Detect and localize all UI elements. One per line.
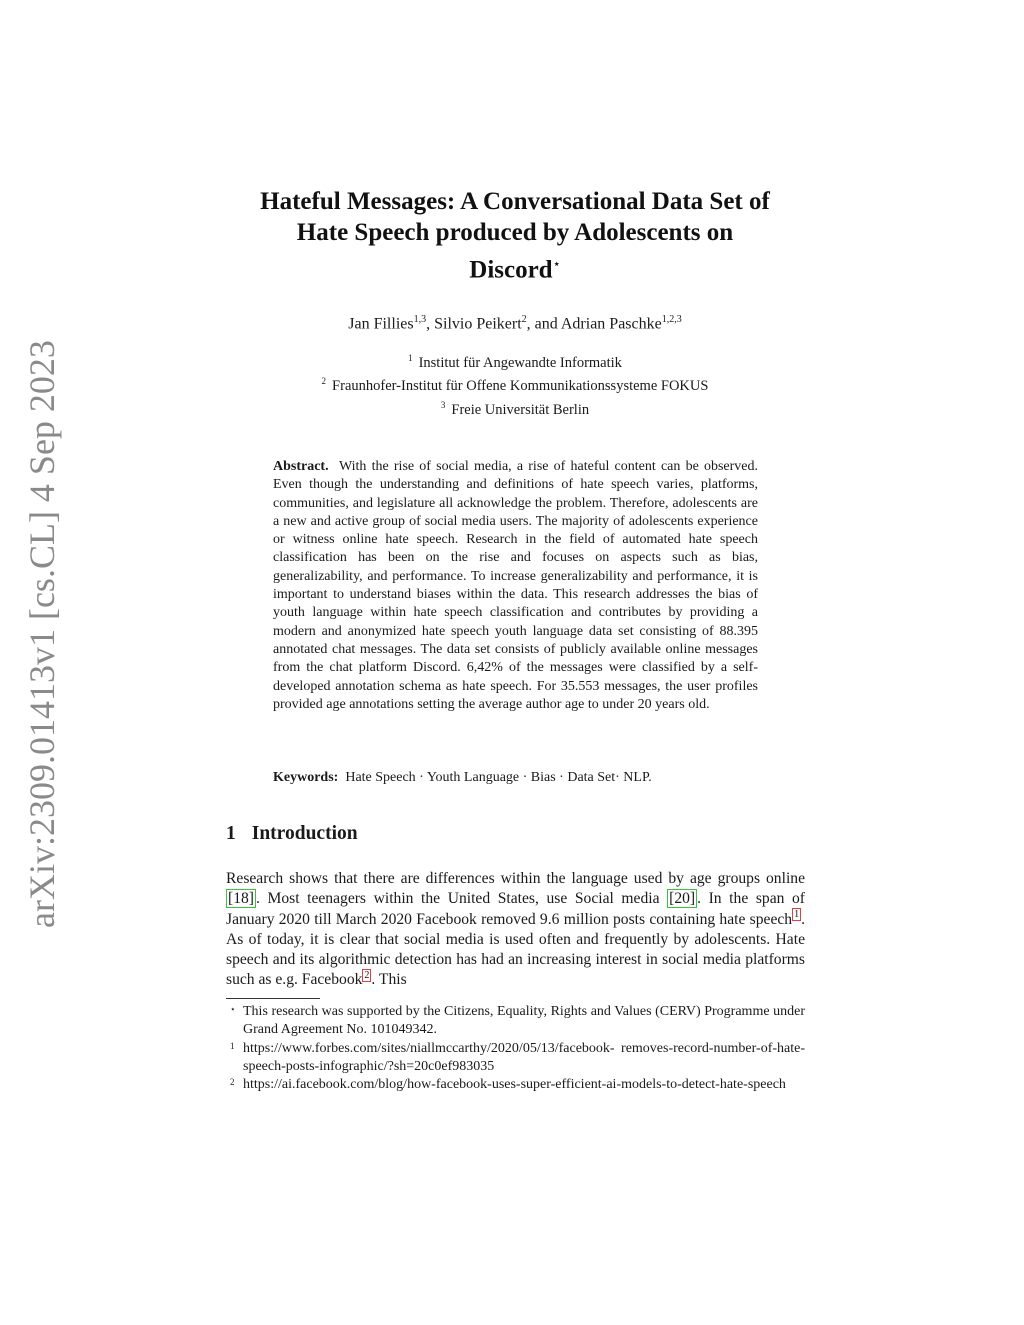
- arxiv-identifier-stamp: [18, 340, 66, 928]
- footnote-star: ⋆ This research was supported by the Citizens, Equality, Rights and Values (CERV) Programme under Grand Agreement No. 101049342.: [230, 1004, 805, 1038]
- affiliation-3: $^3$ Freie Universität Berlin: [440, 399, 590, 418]
- citation-link[interactable]: [20]: [669, 890, 696, 908]
- introduction-paragraph: Research shows that there are differences within the language used by age groups online [18] . Most teenagers within the United States, use Social media [20] . In the span of January 2020 till March 2020 Facebook removed 9.6 million posts containing hate speech $^1$ . As of today, it is clear that social media is used often and frequently by adolescents. Hate speech and its algorithmic detection has had an increasing interest in social media platforms such as e.g. Facebook $^2$ . This: [226, 870, 805, 989]
- keywords-label: Keywords:: [273, 770, 339, 785]
- affiliation-list: [200, 349, 830, 419]
- author-3: Adrian Paschke: [560, 315, 662, 333]
- affiliation-2: $^2$ Fraunhofer-Institut für Offene Kommunikationssysteme FOKUS: [321, 376, 709, 395]
- section-heading: [226, 823, 358, 845]
- abstract: [273, 458, 758, 714]
- abstract-text: With the rise of social media, a rise of hateful content can be observed. Even though the understanding and definitions of hate speech varies, platforms, communities, and legislature all acknowledge the problem. Therefore, adolescents are a new and active group of social media users. The majority of adolescents experience or witness online hate speech. Research in the field of automated hate speech classification has been on the rise and focuses on aspects such as bias, generalizability, and performance. To increase generalizability and performance, it is important to understand biases within the data. This research addresses the bias of youth language within hate speech classification and contributes by providing a modern and anonymized hate speech youth language data set consisting of 88.395 annotated chat messages. The data set consists of publicly available online messages from the chat platform Discord. 6,42% of the messages were classified by a self-developed annotation schema as hate speech. For 35.553 messages, the user profiles provided age annotations setting the average author age to under 20 years old.: [273, 459, 759, 712]
- abstract-label: Abstract.: [273, 459, 329, 474]
- title-footnote-mark: ⋆: [552, 256, 561, 271]
- title-line-2: Hate Speech produced by Adolescents on: [296, 219, 734, 246]
- author-list: Jan Fillies$^{1,3}$, Silvio Peikert$^2$, and Adrian Paschke$^{1,2,3}$: [348, 314, 682, 333]
- title-line-1: Hateful Messages: A Conversational Data Set of: [260, 188, 770, 215]
- keywords: [273, 770, 758, 786]
- section-number: 1: [226, 823, 236, 844]
- title-line-3: Discord⋆: [469, 256, 561, 284]
- footnote-link[interactable]: 2: [364, 970, 370, 982]
- citation-link[interactable]: [18]: [228, 890, 254, 908]
- author-2: Silvio Peikert: [434, 315, 522, 333]
- paper-title: [200, 186, 830, 285]
- arxiv-identifier-text: arXiv:2309.01413v1 [cs.CL] 4 Sep 2023: [22, 340, 62, 928]
- footnote-1-url[interactable]: https://www.forbes.com/sites/niallmccarthy/2020/05/13/facebook- removes-record-number-of-hate-speech-posts-infographic/?sh=20c0ef983035: [243, 1040, 805, 1074]
- footnote-link[interactable]: 1: [794, 909, 800, 921]
- section-title: Introduction: [251, 823, 358, 844]
- keywords-text: Hate Speech · Youth Language · Bias · Data Set· NLP.: [345, 770, 652, 785]
- footnote-2: 2 https://ai.facebook.com/blog/how-facebook-uses-super-efficient-ai-models-to-detect-hate-speech: [230, 1077, 786, 1093]
- footnote-1: 1 https://www.forbes.com/sites/niallmccarthy/2020/05/13/facebook- removes-record-number-of-hate-speech-posts-infographic/?sh=20c0ef983035: [230, 1040, 805, 1074]
- footnote-2-url[interactable]: https://ai.facebook.com/blog/how-facebook-uses-super-efficient-ai-models-to-detect-hate-speech: [243, 1077, 786, 1093]
- footnotes: [226, 1003, 805, 1094]
- author-1: Jan Fillies: [348, 315, 414, 333]
- affiliation-1: $^1$ Institut für Angewandte Informatik: [408, 353, 622, 371]
- footnote-divider: [226, 998, 320, 999]
